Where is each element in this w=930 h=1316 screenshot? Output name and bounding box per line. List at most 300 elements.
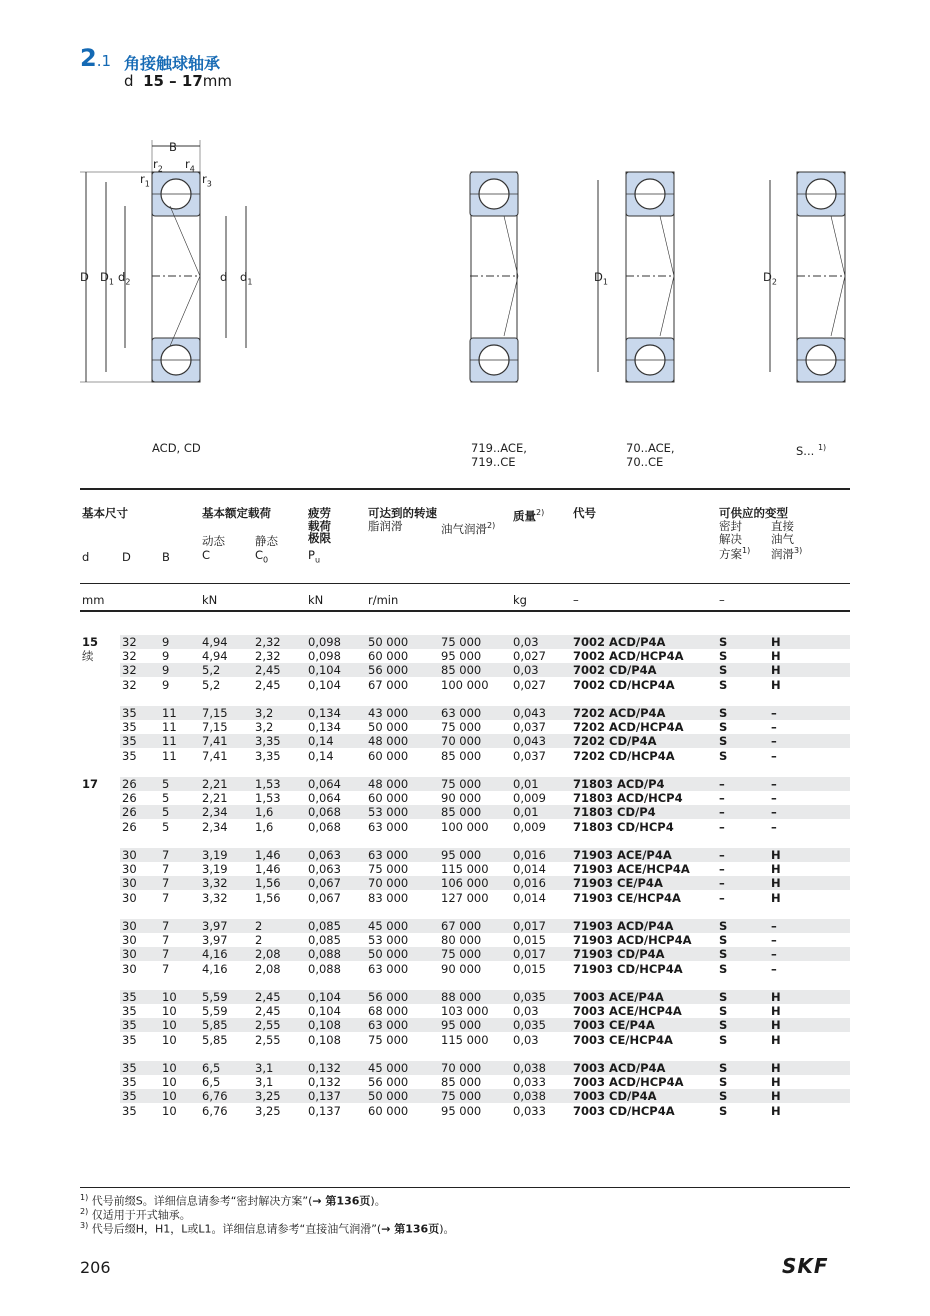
cell-s2: – [771, 720, 777, 735]
cell-dsg: 71903 ACD/P4A [573, 919, 674, 933]
cell-mass: 0,027 [513, 677, 546, 692]
cell-C: 7,15 [202, 720, 228, 735]
table-row [120, 1004, 850, 1018]
cell-C: 2,21 [202, 791, 228, 806]
cell-C: 5,2 [202, 677, 221, 692]
cell-grease: 53 000 [368, 805, 409, 820]
cell-mass: 0,016 [513, 876, 546, 891]
cell-dsg: 71903 CD/HCP4A [573, 961, 683, 976]
cell-s2: H [771, 890, 781, 905]
cell-D: 26 [122, 791, 137, 806]
cell-Pu: 0,064 [308, 777, 341, 791]
caption-s: S... $^{1)}$ [796, 443, 827, 458]
dim-label-r2: $r_2$ [153, 157, 163, 174]
cell-s2: H [771, 663, 781, 678]
cell-B: 11 [162, 748, 177, 763]
cell-C: 5,85 [202, 1018, 228, 1033]
header-static: 静态 [255, 534, 278, 548]
cell-B: 10 [162, 990, 177, 1004]
cell-oil: 75 000 [441, 777, 482, 791]
cell-B: 10 [162, 1004, 177, 1019]
table-row [120, 1033, 850, 1047]
cell-C0: 2,32 [255, 649, 281, 664]
cell-s1: S [719, 706, 728, 720]
cell-Pu: 0,068 [308, 819, 341, 834]
cell-oil: 95 000 [441, 1103, 482, 1118]
cell-B: 10 [162, 1032, 177, 1047]
cell-dsg: 71903 CE/P4A [573, 876, 663, 891]
caption-719: 719..ACE, 719..CE [471, 441, 527, 469]
dim-label-r4: $r_4$ [185, 157, 195, 174]
cell-C: 3,32 [202, 890, 228, 905]
table-row [120, 820, 850, 834]
table-row [120, 990, 850, 1004]
drawing-s [770, 172, 845, 382]
cell-mass: 0,03 [513, 1032, 539, 1047]
header-load-ratings: 基本额定载荷 [202, 506, 271, 520]
dim-label-d1: $D_1$ [100, 270, 114, 287]
cell-D: 35 [122, 1089, 137, 1104]
cell-B: 9 [162, 677, 170, 692]
cell-Pu: 0,063 [308, 862, 341, 877]
cell-C: 6,5 [202, 1061, 221, 1075]
cell-s2: H [771, 1032, 781, 1047]
cell-s1: S [719, 1018, 728, 1033]
cell-mass: 0,016 [513, 848, 546, 862]
cell-dsg: 7002 ACD/P4A [573, 635, 666, 649]
cell-dsg: 7003 ACD/HCP4A [573, 1075, 684, 1090]
cell-B: 9 [162, 663, 170, 678]
cell-C: 3,19 [202, 862, 228, 877]
header-seal: 密封 解决 方案$^{1)}$ [719, 519, 751, 561]
header-designation: 代号 [573, 506, 596, 520]
cell-D: 30 [122, 848, 137, 862]
continued-label: 续 [82, 649, 94, 663]
cell-mass: 0,03 [513, 663, 539, 678]
cell-dsg: 7003 CE/HCP4A [573, 1032, 673, 1047]
cell-mass: 0,038 [513, 1089, 546, 1104]
cell-grease: 50 000 [368, 1089, 409, 1104]
cell-s1: S [719, 720, 728, 735]
header-oil: 油气润滑$^{2)}$ [441, 521, 496, 536]
cell-dsg: 7202 CD/HCP4A [573, 748, 675, 763]
cell-B: 7 [162, 947, 170, 962]
cell-dsg: 7003 ACD/P4A [573, 1061, 666, 1075]
cell-oil: 75 000 [441, 947, 482, 962]
caption-acd-cd: ACD, CD [152, 441, 201, 455]
cell-mass: 0,037 [513, 748, 546, 763]
cell-Pu: 0,137 [308, 1103, 341, 1118]
table-row [120, 635, 850, 649]
cell-s2: – [771, 791, 777, 806]
cell-dsg: 7202 ACD/HCP4A [573, 720, 684, 735]
cell-s2: – [771, 819, 777, 834]
cell-mass: 0,035 [513, 990, 546, 1004]
cell-s2: H [771, 1004, 781, 1019]
cell-s2: – [771, 947, 777, 962]
cell-C0: 1,56 [255, 876, 281, 891]
cell-oil: 95 000 [441, 649, 482, 664]
cell-C0: 2,55 [255, 1032, 281, 1047]
table-row [120, 891, 850, 905]
table-row [120, 862, 850, 876]
cell-mass: 0,017 [513, 919, 546, 933]
cell-dsg: 71903 CD/P4A [573, 947, 665, 962]
cell-oil: 115 000 [441, 1032, 489, 1047]
cell-Pu: 0,132 [308, 1061, 341, 1075]
cell-grease: 63 000 [368, 848, 409, 862]
cell-D: 35 [122, 1018, 137, 1033]
cell-s2: H [771, 677, 781, 692]
cell-dsg: 7003 ACE/P4A [573, 990, 664, 1004]
cell-D: 26 [122, 805, 137, 820]
cell-B: 5 [162, 805, 170, 820]
cell-C0: 1,56 [255, 890, 281, 905]
cell-C0: 1,46 [255, 862, 281, 877]
cell-C: 2,21 [202, 777, 228, 791]
cell-dsg: 7002 CD/HCP4A [573, 677, 675, 692]
caption-70: 70..ACE, 70..CE [626, 441, 675, 469]
cell-C0: 2,08 [255, 961, 281, 976]
cell-mass: 0,033 [513, 1103, 546, 1118]
header-speeds: 可达到的转速 [368, 506, 437, 520]
cell-s2: – [771, 961, 777, 976]
cell-D: 35 [122, 1061, 137, 1075]
cell-Pu: 0,088 [308, 947, 341, 962]
cell-grease: 45 000 [368, 919, 409, 933]
cell-s2: H [771, 848, 781, 862]
cell-D: 32 [122, 635, 137, 649]
cell-D: 32 [122, 677, 137, 692]
cell-oil: 90 000 [441, 791, 482, 806]
cell-C0: 1,46 [255, 848, 281, 862]
cell-s2: H [771, 649, 781, 664]
cell-C: 4,16 [202, 947, 228, 962]
cell-grease: 50 000 [368, 720, 409, 735]
cell-dsg: 7002 CD/P4A [573, 663, 657, 678]
table-row [120, 1089, 850, 1103]
cell-C0: 2,45 [255, 677, 281, 692]
cell-oil: 85 000 [441, 805, 482, 820]
table-row [120, 663, 850, 677]
dim-label-r1: $r_1$ [140, 172, 150, 189]
cell-dsg: 71903 CE/HCP4A [573, 890, 681, 905]
cell-s2: H [771, 1089, 781, 1104]
cell-oil: 90 000 [441, 961, 482, 976]
cell-dsg: 71903 ACE/HCP4A [573, 862, 690, 877]
cell-s1: S [719, 1061, 728, 1075]
cell-oil: 85 000 [441, 1075, 482, 1090]
cell-dsg: 7003 ACE/HCP4A [573, 1004, 682, 1019]
cell-s1: S [719, 635, 728, 649]
cell-B: 7 [162, 919, 170, 933]
cell-mass: 0,03 [513, 635, 539, 649]
header-mass: 质量$^{2)}$ [513, 508, 545, 523]
cell-s1: S [719, 663, 728, 678]
cell-s2: – [771, 777, 777, 791]
cell-s2: – [771, 748, 777, 763]
cell-D: 35 [122, 706, 137, 720]
dim-label-d1-70: $D_1$ [594, 270, 608, 287]
cell-s1: S [719, 677, 728, 692]
section-number: 2.1 [80, 44, 112, 72]
dim-label-d1-bore: $d_1$ [240, 270, 253, 287]
cell-grease: 63 000 [368, 819, 409, 834]
cell-Pu: 0,085 [308, 919, 341, 933]
cell-C0: 1,6 [255, 819, 274, 834]
cell-C0: 3,1 [255, 1075, 274, 1090]
cell-grease: 48 000 [368, 734, 409, 749]
cell-dsg: 71903 ACD/HCP4A [573, 933, 692, 948]
cell-D: 32 [122, 649, 137, 664]
cell-Pu: 0,067 [308, 876, 341, 891]
table-row [120, 720, 850, 734]
cell-B: 5 [162, 777, 170, 791]
cell-B: 5 [162, 791, 170, 806]
cell-s1: – [719, 791, 725, 806]
bore-diameter-label: 17 [82, 777, 99, 791]
cell-oil: 85 000 [441, 663, 482, 678]
cell-C0: 2,55 [255, 1018, 281, 1033]
cell-s1: – [719, 819, 725, 834]
cell-s1: – [719, 876, 725, 891]
section-title: 角接触球轴承 [124, 54, 221, 73]
cell-Pu: 0,14 [308, 734, 334, 749]
cell-D: 30 [122, 862, 137, 877]
cell-mass: 0,01 [513, 805, 539, 820]
cell-grease: 48 000 [368, 777, 409, 791]
table-row [120, 933, 850, 947]
cell-D: 35 [122, 1032, 137, 1047]
cell-oil: 85 000 [441, 748, 482, 763]
cell-mass: 0,033 [513, 1075, 546, 1090]
cell-Pu: 0,063 [308, 848, 341, 862]
cell-Pu: 0,067 [308, 890, 341, 905]
cell-s1: – [719, 862, 725, 877]
cell-C: 3,97 [202, 933, 228, 948]
cell-oil: 88 000 [441, 990, 482, 1004]
cell-mass: 0,03 [513, 1004, 539, 1019]
unit-kn-fatigue: kN [308, 593, 324, 607]
cell-grease: 50 000 [368, 635, 409, 649]
cell-C: 6,76 [202, 1089, 228, 1104]
cell-s1: – [719, 848, 725, 862]
cell-dsg: 7002 ACD/HCP4A [573, 649, 684, 664]
cell-grease: 56 000 [368, 990, 409, 1004]
cell-dsg: 7202 ACD/P4A [573, 706, 666, 720]
cell-C0: 2,45 [255, 990, 281, 1004]
cell-C: 5,59 [202, 1004, 228, 1019]
cell-mass: 0,009 [513, 819, 546, 834]
cell-D: 30 [122, 933, 137, 948]
cell-s2: – [771, 933, 777, 948]
cell-mass: 0,038 [513, 1061, 546, 1075]
cell-grease: 50 000 [368, 947, 409, 962]
size-range: d 15 – 17mm [124, 72, 233, 90]
cell-mass: 0,009 [513, 791, 546, 806]
table-row [120, 678, 850, 692]
header-col-D: D [122, 550, 131, 564]
header-basic-dims: 基本尺寸 [82, 506, 128, 520]
cell-C0: 1,6 [255, 805, 274, 820]
cell-s1: – [719, 777, 725, 791]
cell-mass: 0,01 [513, 777, 539, 791]
cell-B: 11 [162, 734, 177, 749]
cell-D: 30 [122, 947, 137, 962]
cell-C0: 1,53 [255, 791, 281, 806]
cell-D: 30 [122, 876, 137, 891]
cell-C0: 2 [255, 919, 263, 933]
cell-Pu: 0,134 [308, 706, 341, 720]
cell-D: 35 [122, 1075, 137, 1090]
cell-D: 35 [122, 990, 137, 1004]
cell-D: 30 [122, 919, 137, 933]
cell-C0: 2 [255, 933, 263, 948]
footnote: $^{3)}$ 代号后缀H，H1，L或L1。详细信息请参考“直接油气润滑”(→ 第136页)。 [80, 1221, 455, 1236]
footnote-rule [80, 1187, 850, 1188]
cell-B: 9 [162, 635, 170, 649]
cell-D: 26 [122, 777, 137, 791]
cell-mass: 0,037 [513, 720, 546, 735]
cell-C: 2,34 [202, 819, 228, 834]
cell-Pu: 0,134 [308, 720, 341, 735]
table-row [120, 1104, 850, 1118]
cell-s2: H [771, 876, 781, 891]
skf-logo: SKF [782, 1254, 829, 1278]
cell-Pu: 0,132 [308, 1075, 341, 1090]
cell-C: 6,5 [202, 1075, 221, 1090]
header-col-Pu: $P_u$ [308, 548, 321, 565]
cell-grease: 60 000 [368, 649, 409, 664]
table-top-rule [80, 488, 850, 490]
cell-D: 35 [122, 720, 137, 735]
table-row [120, 791, 850, 805]
cell-mass: 0,017 [513, 947, 546, 962]
cell-oil: 70 000 [441, 1061, 482, 1075]
cell-s1: S [719, 1032, 728, 1047]
cell-s1: S [719, 649, 728, 664]
cell-C: 2,34 [202, 805, 228, 820]
cell-C: 3,32 [202, 876, 228, 891]
table-header-rule [80, 583, 850, 584]
cell-C0: 2,08 [255, 947, 281, 962]
cell-oil: 75 000 [441, 635, 482, 649]
header-grease: 脂润滑 [368, 519, 403, 533]
table-row [120, 1075, 850, 1089]
unit-kn-load: kN [202, 593, 218, 607]
header-fatigue: 疲劳 载荷 极限 [308, 506, 331, 545]
table-row [120, 1061, 850, 1075]
table-row [120, 749, 850, 763]
cell-B: 9 [162, 649, 170, 664]
cell-mass: 0,043 [513, 734, 546, 749]
cell-oil: 63 000 [441, 706, 482, 720]
cell-grease: 63 000 [368, 961, 409, 976]
cell-grease: 43 000 [368, 706, 409, 720]
cell-dsg: 71803 ACD/P4 [573, 777, 665, 791]
cell-Pu: 0,108 [308, 1018, 341, 1033]
footnote: $^{2)}$ 仅适用于开式轴承。 [80, 1207, 191, 1222]
table-row [120, 876, 850, 890]
table-row [120, 947, 850, 961]
cell-C: 4,94 [202, 635, 228, 649]
table-row [120, 777, 850, 791]
cell-grease: 67 000 [368, 677, 409, 692]
cell-mass: 0,015 [513, 933, 546, 948]
cell-C0: 3,1 [255, 1061, 274, 1075]
table-row [120, 1018, 850, 1032]
cell-mass: 0,014 [513, 890, 546, 905]
cell-dsg: 71903 ACE/P4A [573, 848, 672, 862]
cell-s2: – [771, 734, 777, 749]
cell-oil: 106 000 [441, 876, 489, 891]
drawing-acd-cd [80, 140, 246, 382]
cell-mass: 0,027 [513, 649, 546, 664]
cell-s2: H [771, 1103, 781, 1118]
cell-C0: 3,35 [255, 734, 281, 749]
cell-oil: 100 000 [441, 677, 489, 692]
cell-grease: 75 000 [368, 862, 409, 877]
cell-Pu: 0,064 [308, 791, 341, 806]
table-row [120, 962, 850, 976]
cell-B: 7 [162, 961, 170, 976]
drawing-70 [598, 172, 674, 382]
header-col-C: C [202, 548, 211, 562]
cell-s1: S [719, 1004, 728, 1019]
drawing-719 [470, 172, 518, 382]
dim-label-r3: $r_3$ [202, 172, 212, 189]
cell-s2: H [771, 862, 781, 877]
cell-dsg: 7003 CD/HCP4A [573, 1103, 675, 1118]
cell-C: 5,85 [202, 1032, 228, 1047]
cell-s2: – [771, 805, 777, 820]
cell-D: 30 [122, 961, 137, 976]
cell-s2: H [771, 1061, 781, 1075]
cell-s1: S [719, 933, 728, 948]
cell-Pu: 0,068 [308, 805, 341, 820]
cell-Pu: 0,088 [308, 961, 341, 976]
cell-C0: 2,45 [255, 663, 281, 678]
unit-rpm: r/min [368, 593, 399, 607]
footnote: $^{1)}$ 代号前缀S。详细信息请参考“密封解决方案”(→ 第136页)。 [80, 1193, 386, 1208]
cell-grease: 60 000 [368, 1103, 409, 1118]
bore-diameter-label: 15 [82, 635, 99, 649]
cell-C: 5,59 [202, 990, 228, 1004]
cell-s1: S [719, 748, 728, 763]
cell-s2: H [771, 635, 781, 649]
cell-C: 7,15 [202, 706, 228, 720]
header-col-d: d [82, 550, 90, 564]
cell-mass: 0,014 [513, 862, 546, 877]
cell-C0: 3,2 [255, 720, 274, 735]
header-direct-oil: 直接 油气 润滑$^{3)}$ [771, 519, 803, 561]
cell-oil: 100 000 [441, 819, 489, 834]
unit-kg: kg [513, 593, 527, 607]
table-row [120, 919, 850, 933]
cell-Pu: 0,085 [308, 933, 341, 948]
cell-s1: S [719, 919, 728, 933]
unit-variants-dash: – [719, 593, 725, 607]
cell-B: 10 [162, 1089, 177, 1104]
cell-oil: 95 000 [441, 1018, 482, 1033]
cell-grease: 63 000 [368, 1018, 409, 1033]
cell-D: 35 [122, 748, 137, 763]
cell-dsg: 7003 CE/P4A [573, 1018, 655, 1033]
cell-oil: 75 000 [441, 1089, 482, 1104]
header-variants: 可供应的变型 [719, 506, 788, 520]
cell-C0: 2,32 [255, 635, 281, 649]
table-units-rule [80, 610, 850, 612]
